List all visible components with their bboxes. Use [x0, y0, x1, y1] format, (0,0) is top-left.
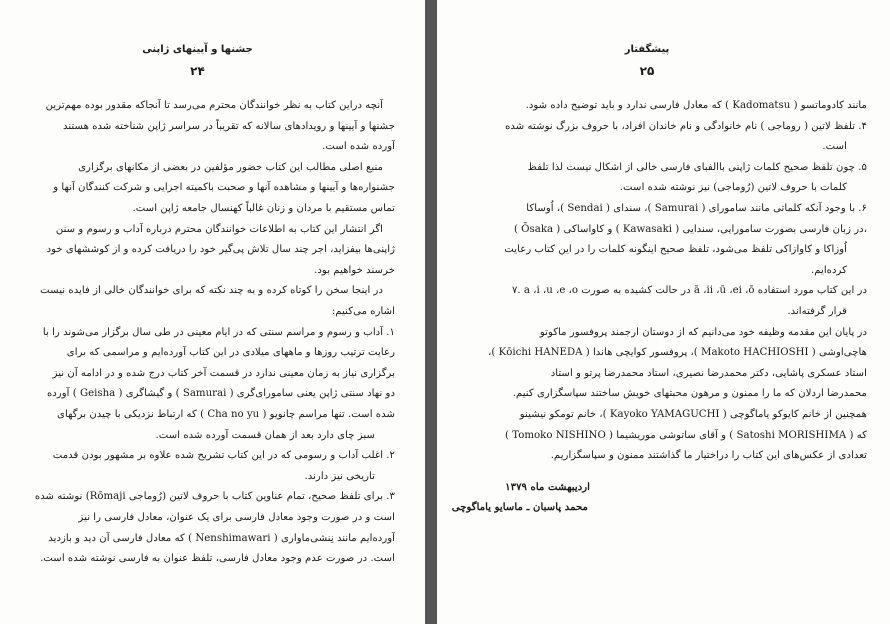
right-body-line: ( Tomoko NISHINO ) و آقای ساتوشی موریشیما ( Satoshi MORISHIMA ) که [505, 429, 867, 441]
right-page-number: ۲۵ [639, 64, 655, 78]
right-page [437, 0, 890, 624]
left-body-line: آورده شده است. [322, 141, 395, 153]
left-page [0, 0, 425, 624]
right-running-header: پیشگفتار [624, 44, 670, 55]
right-body-line: مانند کادوماتسو ( Kadomatsu ) که معادل فارسی ندارد و باید توضیح داده شود. [525, 100, 867, 111]
right-body-line: ۷. a ،i ،u ،e ،o در حالت کشیده به صورت ā ،ii ،ū ،ei ،ō در این کتاب مورد استفاده [511, 285, 867, 297]
right-body-line: همچنین از خانم کایوکو یاماگوچی ( Kayoko YAMAGUCHI )، خانم تومکو نیشینو [519, 409, 867, 420]
left-body-line: جشنها و آیینها و رویدادهای سالانه که تقریباً در سراسر ژاپن شناخته شده هستند [63, 120, 395, 132]
left-body-line: ژاپنی‌ها بیفزاید، اجر چند سال تلاش پی‌گیر خود را دریافت کرده و از کوششهای خود [46, 244, 395, 256]
right-body-line: ۵. چون تلفظ صحیح کلمات ژاپنی باالفبای فارسی خالی از اشکال نیست لذا تلفظ [527, 161, 867, 173]
left-body-line: ۱. آداب و رسوم و مراسم سنتی که در ایام معینی در طی سال برگزار می‌شوند را با [42, 326, 395, 338]
right-body-line: است. [822, 141, 847, 153]
left-body-line: رعایت ترتیب روزها و ماههای میلادی در این کتاب آورده‌ایم و مراسمی که برای [66, 347, 395, 359]
right-body-line: در پایان این مقدمه وظیفه خود می‌دانیم که از دوستان ارجمند پروفسور ماکوتو [539, 326, 867, 338]
right-body-line: ۶. با وجود آنکه کلماتی مانند سامورای ( Samurai )، سندای ( Sendai )، اُوساکا [526, 203, 867, 214]
left-body-line: ۲. اغلب آداب و رسومی که در این کتاب تشریح شده علاوه بر مشهور بودن قدمت [52, 450, 395, 462]
left-body-line: شده است. تنها مراسم چانویو ( Cha no yu ) که ارتباط نزدیکی با چیدن برگهای [57, 409, 395, 420]
left-body-line: برگزاری نیاز به زمان معینی ندارد در قسمت آخر کتاب درج شده و در ادامه آن نیز [52, 367, 395, 379]
right-body-line: قرار گرفته‌اند. [787, 306, 847, 317]
left-body-line: تاریخی نیز دارند. [304, 470, 375, 482]
book-gutter [425, 0, 437, 624]
left-body-line: منبع اصلی مطالب این کتاب حضور مؤلفین در بعضی از مکانهای برگزاری [78, 161, 383, 173]
right-body-line: استاد عسکری پاشایی، دکتر محمدرضا نصیری، استاد محمدرضا پرتو و استاد [550, 367, 867, 379]
left-body-line: اگر انتشار این کتاب به اطلاعات خوانندگان محترم درباره آداب و رسوم و سنن [55, 223, 383, 235]
left-body-line: ۳. برای تلفظ صحیح، تمام عناوین کتاب با حروف لاتین (رُوماجی Rōmaji) نوشته شده [34, 491, 395, 503]
right-body-line: ( Ōsaka ) و کاواساکی ( Kawasaki ) در زبان فارسی بصورت سامورایی، سندایی، [513, 223, 867, 235]
right-body-line: کلمات با حروف لاتین (رُوماجی) نیز نوشته شده است. [619, 182, 847, 194]
signature: محمد پاسبان ـ ماسایو یاماگوچی [451, 501, 588, 513]
left-body-line: جشنواره‌ها و آیینها و مشاهده آنها و صحبت باکمیته اجرایی و شرکت کنندگان آنها و [53, 182, 395, 194]
right-body-line: محمدرضا اردلان که ما را ممنون و مرهون محبتهای خویش ساختند سپاسگزاری کنیم. [512, 388, 867, 400]
left-body-line: است. در صورت عدم وجود معادل فارسی، تلفظ عنوان به فارسی نوشته شده است. [40, 553, 395, 565]
left-body-line: دو نهاد سنتی ژاپن یعنی سامورای‌گری ( Samurai ) و گیشاگری ( Geisha ) آورده [46, 388, 395, 400]
left-body-line: سبز چای دارد بعد از همان قسمت آورده شده است. [155, 429, 375, 441]
right-body-line: ۴. تلفظ لاتین ( روماجی ) نام خانوادگی و نام خاندان افراد، با حروف بزرگ نوشته شده [505, 120, 867, 132]
left-body-line: تماس مستقیم با مردان و زنان غالباً کهنسال جامعه ژاپن است. [132, 203, 395, 214]
right-body-line: کرده‌ایم. [810, 264, 847, 276]
left-body-line: اشاره می‌کنیم: [331, 306, 395, 317]
left-body-line: آورده‌ایم مانند نِنشی‌ماواری ( Nenshimawari ) که معادل فارسی آن دید و بازدید [48, 532, 395, 544]
left-body-line: خرسند خواهیم بود. [314, 264, 395, 276]
right-body-line: هاچی‌اوشی ( Makoto HACHIOSHI )، پروفسور کوایچی هاندا ( Kōichi HANEDA )، [488, 347, 867, 359]
right-body-line: اُوزاکا و کاوازاکی تلفظ می‌شود، تلفظ صحیح اینگونه کلمات را در این کتاب رعایت [504, 244, 847, 256]
date-line: اردیبهشت ماه ۱۳۷۹ [505, 481, 590, 493]
right-body-line: تعدادی از عکس‌های این کتاب را دراختیار ما گذاشتند ممنون و سپاسگزاریم. [550, 450, 867, 462]
left-page-number: ۲۴ [190, 64, 205, 78]
left-body-line: است و در صورت وجود معادل فارسی برای یک عنوان، معادل فارسی را نیز [78, 512, 395, 523]
left-running-header: جشنها و آیینهای ژاپنی [142, 44, 253, 55]
left-body-line: در اینجا سخن را کوتاه کرده و به چند نکته که برای خوانندگان خالی از فایده نیست [40, 285, 383, 297]
left-body-line: آنچه دراین کتاب به نظر خوانندگان محترم می‌رسد تا آنجاکه مقدور بوده مهم‌ترین [45, 100, 383, 111]
